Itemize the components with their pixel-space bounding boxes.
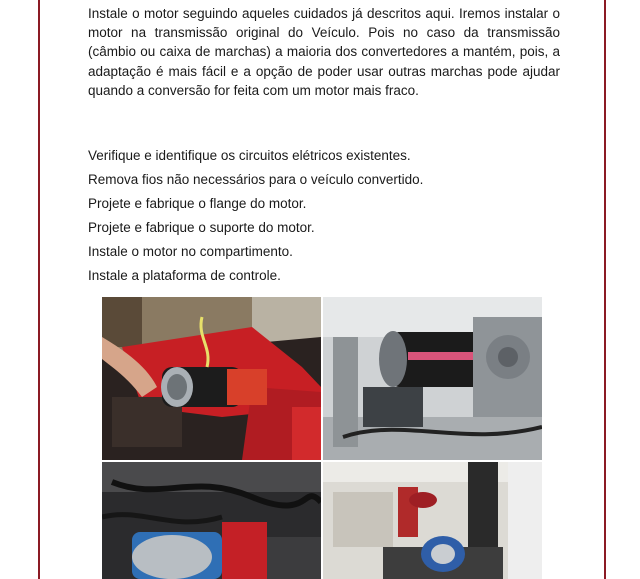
step-item: Remova fios não necessários para o veículo convertido. — [88, 172, 424, 187]
photo-motor-compartment-cables — [102, 462, 321, 579]
step-item: Projete e fabrique o suporte do motor. — [88, 220, 315, 235]
photo-workshop-bench — [323, 462, 542, 579]
photo-grid — [102, 297, 542, 579]
step-item: Instale a plataforma de controle. — [88, 268, 281, 283]
step-item: Instale o motor no compartimento. — [88, 244, 293, 259]
photo-motor-on-transmission — [323, 297, 542, 460]
step-item: Projete e fabrique o flange do motor. — [88, 196, 307, 211]
intro-paragraph: Instale o motor seguindo aqueles cuidados já descritos aqui. Iremos instalar o motor na transmissão original do Veículo. Pois no caso da transmissão (câmbio ou caixa de marchas) a maioria dos convertedores a mantém, pois, a adaptação é mais fácil e a opção de poder usar outras marchas pode ajudar quando a conversão for feita com um motor mais fraco. — [88, 6, 560, 98]
step-item: Verifique e identifique os circuitos elétricos existentes. — [88, 148, 411, 163]
steps-list — [88, 146, 423, 290]
photo-red-car-engine-bay — [102, 297, 321, 460]
